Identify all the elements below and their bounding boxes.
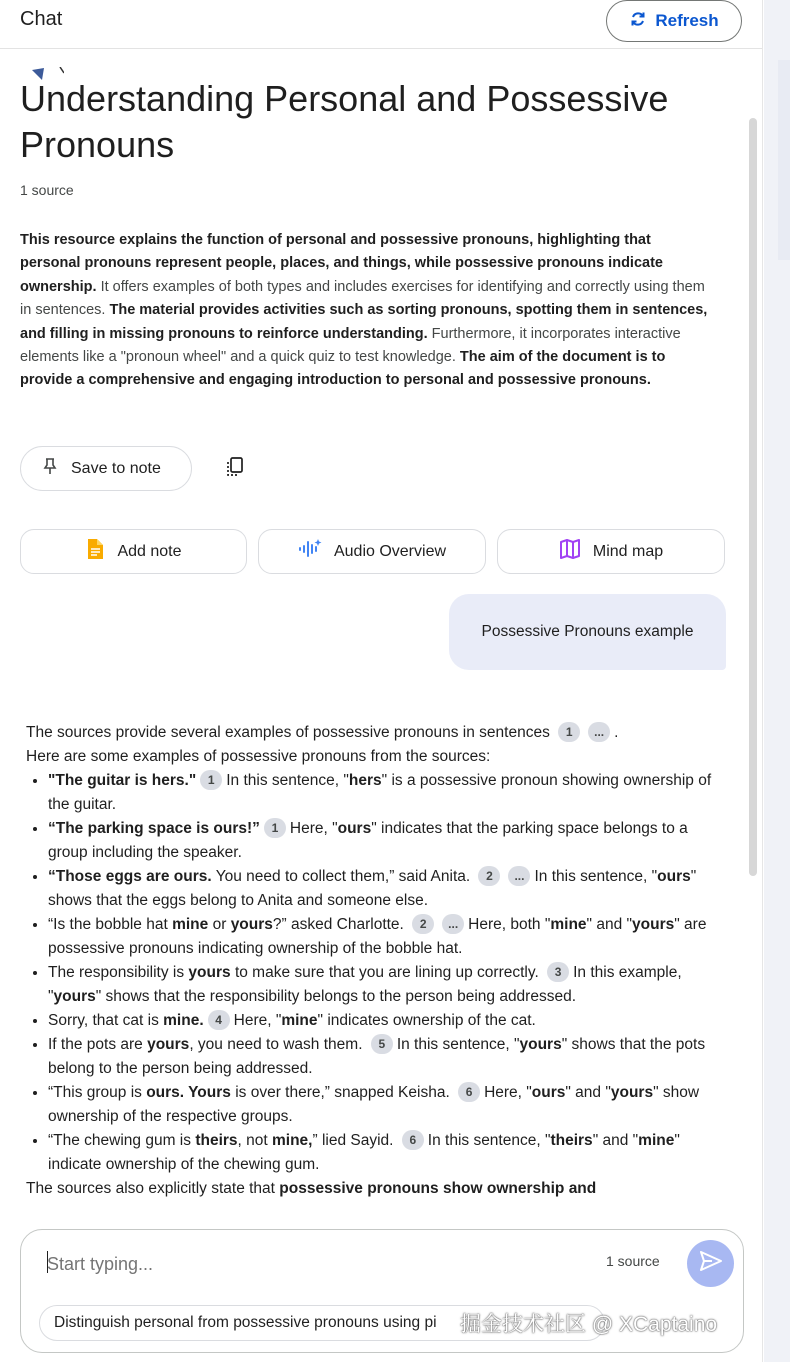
- summary-segment: The aim of the document is to provide a comprehensive and engaging introduction to personal and possessive pronouns.: [20, 349, 666, 389]
- response-text: yours: [610, 1084, 654, 1101]
- response-text: yours: [519, 1036, 562, 1053]
- list-item: [48, 1033, 726, 1081]
- response-text: “The chewing gum is: [48, 1132, 196, 1149]
- audio-overview-button[interactable]: [258, 529, 486, 574]
- mind-map-label: Mind map: [592, 542, 664, 560]
- response-text: “This group is: [48, 1084, 147, 1101]
- response-text: Sorry, that cat is: [48, 1012, 164, 1029]
- refresh-icon: [629, 10, 647, 33]
- response-examples-list: [26, 769, 726, 1177]
- composer-source-count: 1 source: [606, 1253, 660, 1269]
- response-text: " and ": [565, 1084, 611, 1101]
- summary-segment: It offers examples of both types and includes exercises for identifying and correctly using them in sentences.: [20, 278, 705, 319]
- response-text: , not: [237, 1132, 272, 1149]
- list-item: [48, 1129, 726, 1177]
- note-icon: [85, 538, 105, 565]
- scrollbar-thumb[interactable]: [749, 118, 757, 876]
- citation-chip[interactable]: 1: [558, 722, 580, 742]
- response-text: In this sentence, ": [226, 772, 349, 789]
- response-text: mine: [281, 1012, 318, 1029]
- response-text: " indicates that the parking space belongs to a group including the speaker.: [48, 820, 688, 861]
- response-text: The responsibility is: [48, 964, 189, 981]
- message-input[interactable]: [47, 1250, 527, 1278]
- add-note-button[interactable]: [20, 529, 247, 574]
- citation-chip[interactable]: 2: [478, 866, 500, 886]
- response-text: “Those eggs are ours.: [48, 868, 212, 885]
- response-text: mine: [172, 916, 209, 933]
- adjacent-panel-card: [778, 60, 790, 260]
- copy-button[interactable]: [222, 456, 248, 482]
- citation-chip[interactable]: 6: [458, 1082, 480, 1102]
- send-button[interactable]: [687, 1240, 734, 1287]
- copy-icon: [224, 456, 246, 483]
- list-item: [48, 769, 726, 817]
- response-text: If the pots are: [48, 1036, 148, 1053]
- add-note-label: Add note: [117, 542, 182, 560]
- response-text: is over there,” snapped Keisha.: [230, 1084, 455, 1101]
- response-text: The sources provide several examples of possessive pronouns in sentences: [26, 724, 555, 741]
- mind-map-button[interactable]: [497, 529, 725, 574]
- watermark: 掘金技术社区 @ XCaptaino: [460, 1313, 718, 1336]
- note-title: Understanding Personal and Possessive Pronouns: [20, 78, 669, 165]
- citation-chip[interactable]: 5: [371, 1034, 393, 1054]
- response-text: " are possessive pronouns indicating ownership of the bobble hat.: [48, 916, 707, 957]
- response-text: or: [208, 916, 231, 933]
- response-text: hers: [348, 772, 382, 789]
- list-item: [48, 817, 726, 865]
- response-text: Here, ": [289, 820, 338, 837]
- scroll-fade: [0, 1209, 744, 1229]
- response-text: mine,: [272, 1132, 313, 1149]
- response-text: " and ": [586, 916, 633, 933]
- response-intro: [26, 721, 726, 769]
- send-icon: [700, 1251, 722, 1276]
- response-text: mine: [550, 916, 587, 933]
- save-to-note-button[interactable]: [20, 446, 192, 491]
- chat-scroll-area: [0, 49, 744, 1229]
- response-text: ours. Yours: [146, 1084, 231, 1101]
- response-text: “Is the bobble hat: [48, 916, 173, 933]
- citation-chip[interactable]: ...: [442, 914, 464, 934]
- citation-chip[interactable]: 3: [547, 962, 569, 982]
- response-text: mine.: [163, 1012, 204, 1029]
- assistant-response: [26, 721, 726, 1201]
- citation-chip[interactable]: ...: [508, 866, 530, 886]
- response-text: yours: [147, 1036, 190, 1053]
- response-text: Here, both ": [468, 916, 551, 933]
- response-text: " indicates ownership of the cat.: [317, 1012, 536, 1029]
- response-text: In this example, ": [48, 964, 682, 1005]
- response-text: yours: [188, 964, 231, 981]
- response-text: You need to collect them,” said Anita.: [211, 868, 475, 885]
- summary-segment: The material provides activities such as sorting pronouns, spotting them in sentences, and filling in missing pronouns to reinforce understanding.: [20, 302, 708, 342]
- response-text: “The parking space is ours!”: [48, 820, 260, 837]
- response-text: ” lied Sayid.: [312, 1132, 398, 1149]
- list-item: [48, 961, 726, 1009]
- text-cursor: [47, 1251, 48, 1273]
- user-message: [449, 594, 726, 670]
- list-item: [48, 913, 726, 961]
- panel-title: Chat: [20, 8, 63, 30]
- response-text: ours: [531, 1084, 566, 1101]
- note-summary: [20, 229, 710, 393]
- citation-chip[interactable]: 6: [402, 1130, 424, 1150]
- response-text: , you need to wash them.: [189, 1036, 367, 1053]
- response-text: The sources also explicitly state that: [26, 1180, 280, 1197]
- pin-icon: [43, 457, 57, 480]
- response-text: yours: [53, 988, 96, 1005]
- response-text: . Here are some examples of possessive pronouns from the sources:: [26, 724, 619, 765]
- response-text: " show ownership of the respective groups.: [48, 1084, 700, 1125]
- response-text: mine: [638, 1132, 675, 1149]
- list-item: [48, 865, 726, 913]
- response-text: " shows that the pots belong to the person being addressed.: [48, 1036, 706, 1077]
- response-text: ours: [337, 820, 372, 837]
- citation-chip[interactable]: ...: [588, 722, 610, 742]
- mind-map-icon: [559, 538, 581, 565]
- chat-header: [0, 0, 762, 49]
- response-text: ours: [657, 868, 691, 885]
- refresh-label: Refresh: [655, 11, 719, 30]
- response-text: theirs: [195, 1132, 238, 1149]
- user-message-text: Possessive Pronouns example: [481, 623, 694, 640]
- response-text: " is a possessive pronoun showing ownership of the guitar.: [48, 772, 712, 813]
- response-text: In this sentence, ": [427, 1132, 551, 1149]
- citation-chip[interactable]: 1: [200, 770, 222, 790]
- response-text: " and ": [592, 1132, 639, 1149]
- save-to-note-label: Save to note: [71, 459, 161, 477]
- list-item: [48, 1081, 726, 1129]
- response-text: In this sentence, ": [534, 868, 658, 885]
- response-text: theirs: [550, 1132, 593, 1149]
- note-source-count: 1 source: [20, 182, 74, 198]
- response-text: In this sentence, ": [396, 1036, 520, 1053]
- refresh-button[interactable]: [606, 0, 742, 42]
- summary-segment: Furthermore, it incorporates interactive elements like a "pronoun wheel" and a quick quiz to test knowledge.: [20, 325, 681, 366]
- audio-icon: [298, 538, 322, 565]
- response-text: Here, ": [233, 1012, 282, 1029]
- response-text: " shows that the eggs belong to Anita and someone else.: [48, 868, 697, 909]
- response-text: possessive pronouns show ownership and: [279, 1180, 597, 1197]
- audio-overview-label: Audio Overview: [333, 542, 447, 560]
- response-text: yours: [230, 916, 273, 933]
- response-text: " shows that the responsibility belongs to the person being addressed.: [95, 988, 577, 1005]
- citation-chip[interactable]: 1: [264, 818, 286, 838]
- response-text: Here, ": [484, 1084, 532, 1101]
- response-text: ?” asked Charlotte.: [272, 916, 409, 933]
- citation-chip[interactable]: 2: [412, 914, 434, 934]
- response-text: " indicate ownership of the chewing gum.: [48, 1132, 680, 1173]
- suggested-question-text: Distinguish personal from possessive pronouns using pi: [54, 1314, 437, 1331]
- panel-divider: [762, 0, 763, 1362]
- citation-chip[interactable]: 4: [208, 1010, 230, 1030]
- response-outro: [26, 1177, 726, 1201]
- scrollbar[interactable]: [746, 100, 760, 1220]
- response-text: yours: [632, 916, 675, 933]
- summary-segment: This resource explains the function of personal and possessive pronouns, highlighting that personal pronouns represent people, places, and things, while possessive pronouns indicate ownership.: [20, 232, 663, 295]
- list-item: [48, 1009, 726, 1033]
- response-text: to make sure that you are lining up correctly.: [230, 964, 544, 981]
- response-text: "The guitar is hers.": [48, 772, 197, 789]
